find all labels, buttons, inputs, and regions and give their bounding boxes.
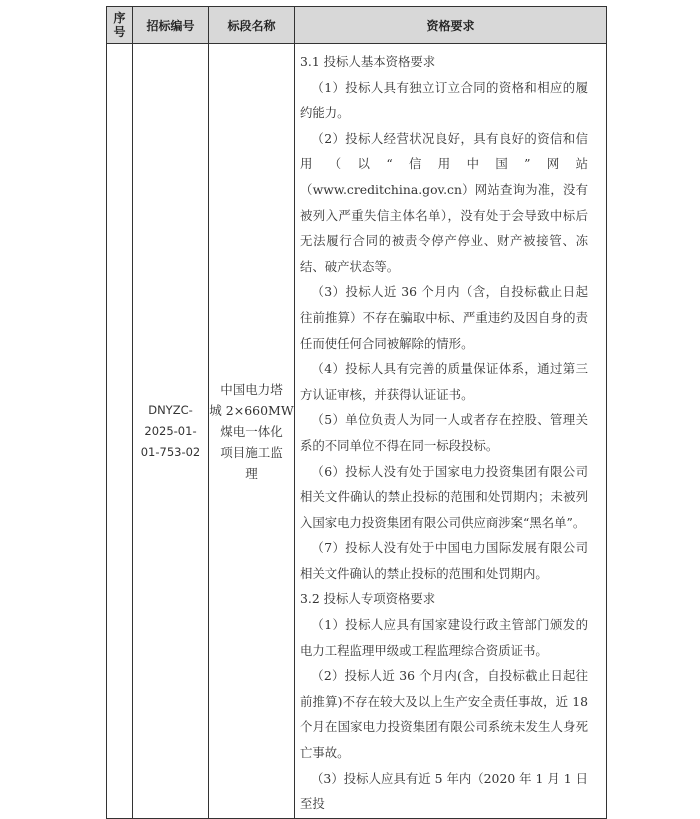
requirement-text: 3.2 投标人专项资格要求	[300, 591, 436, 607]
requirement-item	[300, 279, 588, 356]
requirement-item	[300, 459, 588, 536]
requirement-text: （5）单位负责人为同一人或者存在控股、管理关系的不同单位不得在同一标段投标。	[300, 412, 588, 453]
requirement-item	[300, 407, 588, 458]
requirement-text: （1）投标人应具有国家建设行政主管部门颁发的电力工程监理甲级或工程监理综合资质证书。	[300, 617, 588, 658]
requirement-item	[300, 356, 588, 407]
requirement-text: （2）投标人近 36 个月内(含，自投标截止日起往前推算)不存在较大及以上生产安全责任事故，近 18 个月在国家电力投资集团有限公司系统未发生人身死亡事故。	[300, 668, 588, 761]
cell-section-name	[209, 44, 295, 819]
requirement-text: （2）投标人经营状况良好，具有良好的资信和信用（以“信用中国”网站（www.creditchina.gov.cn）网站查询为准，没有被列入严重失信主体名单），没有处于会导致中标后无法履行合同的被责令停产停业、财产被接管、冻结、破产状态等。	[300, 130, 588, 274]
requirement-item	[300, 766, 588, 817]
bid-number-line: 2025-01-	[144, 423, 197, 438]
header-section-name: 标段名称	[209, 7, 295, 44]
header-seq-label: 序 号	[113, 11, 126, 39]
section-name-line: 中国电力塔	[220, 381, 283, 397]
cell-seq	[107, 44, 133, 819]
header-qualification: 资格要求	[295, 7, 607, 44]
requirement-item	[300, 663, 588, 765]
requirement-item	[300, 75, 588, 126]
requirement-text: （6）投标人没有处于国家电力投资集团有限公司相关文件确认的禁止投标的范围和处罚期内；未被列入国家电力投资集团有限公司供应商涉案“黑名单”。	[300, 463, 588, 530]
requirement-text: （1）投标人具有独立订立合同的资格和相应的履约能力。	[300, 79, 588, 121]
requirement-text: （3）投标人应具有近 5 年内（2020 年 1 月 1 日至投	[300, 770, 588, 812]
bid-number-line: DNYZC-	[148, 402, 193, 417]
requirement-text: （4）投标人具有完善的质量保证体系，通过第三方认证审核，并获得认证证书。	[300, 361, 588, 402]
section-name-line: 城 2×660MW	[209, 402, 294, 418]
requirement-item	[300, 126, 588, 280]
requirement-item	[300, 535, 588, 586]
qualification-table	[106, 6, 607, 819]
header-bid-number: 招标编号	[133, 7, 209, 44]
requirement-text: 3.1 投标人基本资格要求	[300, 54, 436, 69]
qualification-text	[300, 49, 588, 817]
section-name-line: 理	[245, 465, 258, 481]
requirement-text: （7）投标人没有处于中国电力国际发展有限公司相关文件确认的禁止投标的范围和处罚期内。	[300, 540, 588, 581]
requirement-item	[300, 612, 588, 663]
cell-bid-number	[133, 44, 209, 819]
requirement-section-heading	[300, 586, 588, 612]
requirement-section-heading	[300, 49, 588, 75]
cell-qualification	[295, 44, 607, 819]
table-header-row	[107, 7, 607, 44]
header-seq	[107, 7, 133, 44]
bid-number-line: 01-753-02	[140, 444, 201, 459]
section-name-line: 煤电一体化	[220, 423, 283, 439]
table-row	[107, 44, 607, 819]
requirement-text: （3）投标人近 36 个月内（含，自投标截止日起往前推算）不存在骗取中标、严重违约及因自身的责任而使任何合同被解除的情形。	[300, 284, 588, 351]
section-name-line: 项目施工监	[220, 444, 283, 460]
